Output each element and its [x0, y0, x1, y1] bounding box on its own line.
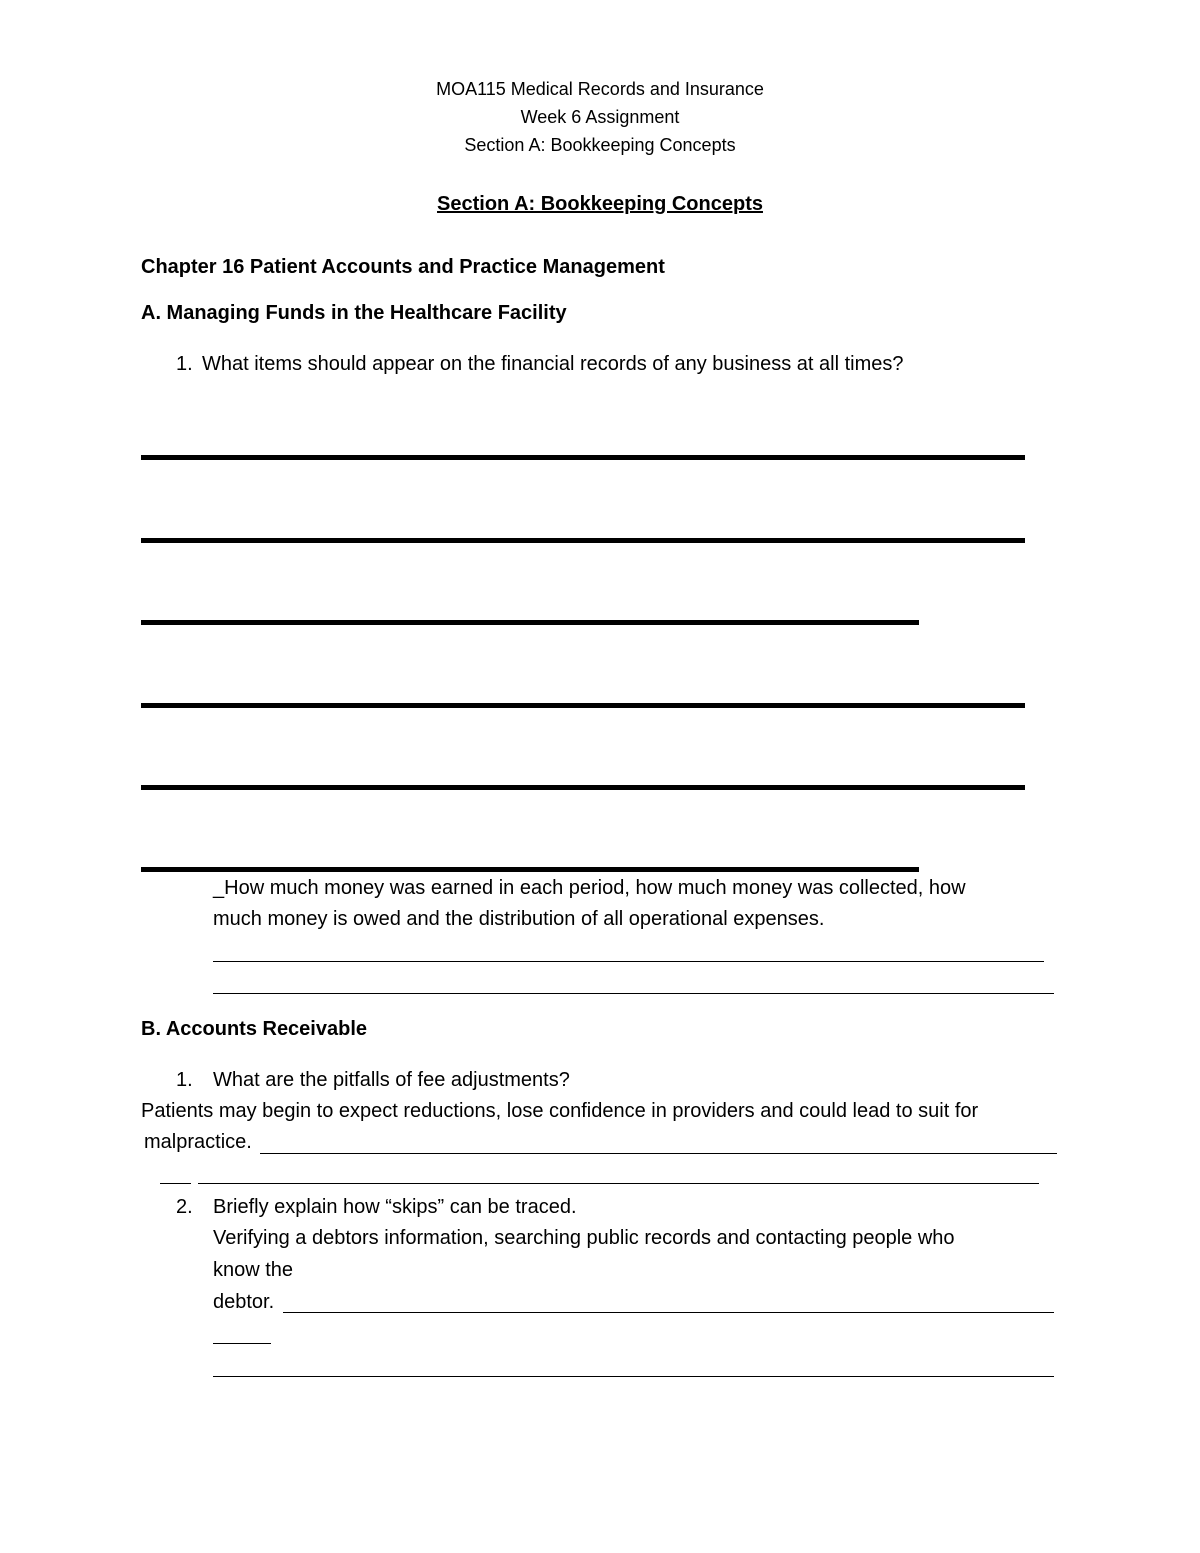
section-title — [0, 192, 1200, 216]
part-a-answer-line-1: _How much money was earned in each period, how much money was collected, how — [213, 877, 966, 899]
blank-line-a2 — [213, 993, 1054, 994]
part-a-answer-line-2: much money is owed and the distribution of all operational expenses. — [213, 908, 825, 930]
answer-rule-5 — [141, 785, 1025, 790]
answer-rule-6 — [141, 867, 919, 872]
blank-line-b1-short — [160, 1183, 191, 1184]
blank-line-b1-tail — [260, 1153, 1057, 1154]
part-a-heading: A. Managing Funds in the Healthcare Facility — [141, 302, 567, 324]
blank-line-a1 — [213, 961, 1044, 962]
chapter-title: Chapter 16 Patient Accounts and Practice Management — [141, 256, 665, 278]
answer-rule-3 — [141, 620, 919, 625]
blank-line-b2-tail — [283, 1312, 1054, 1313]
part-a-q1-number: 1. — [176, 353, 193, 375]
blank-line-b1-long — [198, 1183, 1039, 1184]
blank-line-b2-short — [213, 1343, 271, 1344]
answer-rule-4 — [141, 703, 1025, 708]
part-b-q2-answer-line-2: know the — [213, 1259, 294, 1281]
answer-rule-2 — [141, 538, 1025, 543]
part-b-q2-answer-line-1: Verifying a debtors information, searching public records and contacting people who — [213, 1227, 955, 1249]
part-b-q1-text: What are the pitfalls of fee adjustments? — [213, 1069, 570, 1091]
answer-rule-1 — [141, 455, 1025, 460]
part-b-q1-answer-line-2: malpractice. — [144, 1131, 252, 1153]
blank-line-b2-long — [213, 1376, 1054, 1377]
part-b-heading: B. Accounts Receivable — [141, 1018, 368, 1040]
section-subtitle: Section A: Bookkeeping Concepts — [464, 135, 736, 155]
part-a-q1-text: What items should appear on the financial records of any business at all times? — [202, 353, 904, 375]
part-b-q2-text: Briefly explain how “skips” can be traced. — [213, 1196, 577, 1218]
section-title-text: Section A: Bookkeeping Concepts — [437, 193, 763, 215]
part-b-q2-answer-line-3: debtor. — [213, 1291, 275, 1313]
course-title: MOA115 Medical Records and Insurance — [436, 79, 764, 99]
assignment-week: Week 6 Assignment — [520, 107, 680, 127]
part-b-q2-number: 2. — [176, 1196, 193, 1218]
part-b-q1-answer-line-1: Patients may begin to expect reductions, lose confidence in providers and could lead to suit for — [141, 1100, 979, 1122]
part-b-q1-number: 1. — [176, 1069, 193, 1091]
